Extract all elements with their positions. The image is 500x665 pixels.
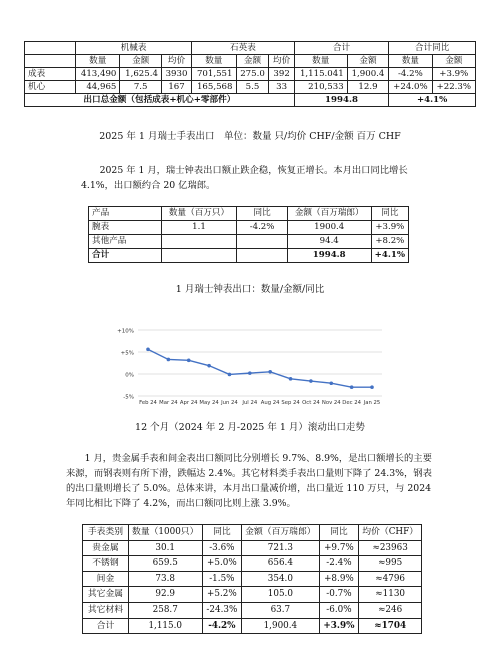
table-cell: 7.5 xyxy=(120,81,162,94)
table-cell: +22.3% xyxy=(432,81,475,94)
table-cell: +4.1% xyxy=(371,249,408,263)
table-cell: 656.4 xyxy=(242,556,319,572)
x-tick-label: May 24 xyxy=(199,400,219,406)
column-header: 数量（百万只） xyxy=(161,207,237,221)
x-tick-label: Jun 24 xyxy=(221,400,238,406)
x-tick-label: Nov 24 xyxy=(321,400,341,406)
table-cell: +3.9% xyxy=(432,68,475,81)
table-total-row xyxy=(25,94,476,107)
column-header: 均价（CHF） xyxy=(359,525,422,541)
table-row xyxy=(89,235,409,249)
column-header: 均价 xyxy=(269,55,294,68)
table-cell: 413,490 xyxy=(76,68,120,81)
column-group-header: 机械表 xyxy=(76,42,192,55)
table-cell: 165,568 xyxy=(192,81,236,94)
table-cell: 33 xyxy=(269,81,294,94)
row-label: 机心 xyxy=(25,81,76,94)
table-row xyxy=(83,571,422,587)
column-group-header: 石英表 xyxy=(192,42,295,55)
table-cell: 73.8 xyxy=(128,571,202,587)
column-header: 金额 xyxy=(236,55,269,68)
table-row xyxy=(25,81,476,94)
table-cell: 1,115.041 xyxy=(294,68,347,81)
data-point xyxy=(329,381,333,385)
table-cell: 105.0 xyxy=(242,587,319,603)
table-cell: +5.2% xyxy=(202,587,242,603)
table-cell: 不锈钢 xyxy=(83,556,129,572)
data-point xyxy=(370,385,374,389)
x-tick-label: Dec 24 xyxy=(342,400,361,406)
paragraph-analysis: 1 月，贵金属手表和间金表出口额同比分别增长 9.7%、8.9%，是出口额增长的主要来源，而钢表则有所下滑，跌幅达 2.4%。其它材料类手表出口量则下降了 24.3%，钢表的出口量则增长了 5.0%。总体来讲，本月出口量减价增，出口量近 110 万只，与 2024 年同比相比下降了 4.2%，而出口额同比则上涨 3.9%。 xyxy=(66,453,432,509)
table-cell: 1,900.4 xyxy=(242,618,319,634)
table-cell: -1.5% xyxy=(202,571,242,587)
table-cell: 1,625.4 xyxy=(120,68,162,81)
table-cell xyxy=(237,235,287,249)
summary-table xyxy=(88,206,409,263)
table-cell: 12.9 xyxy=(347,81,389,94)
table-cell: 721.3 xyxy=(242,540,319,556)
column-header: 金额 xyxy=(432,55,475,68)
row-label: 成表 xyxy=(25,68,76,81)
table-corner-cell xyxy=(25,55,76,68)
table-cell: 275.0 xyxy=(236,68,269,81)
table-cell: -6.0% xyxy=(319,602,359,618)
column-header: 数量 xyxy=(76,55,120,68)
total-label: 出口总金额（包括成表+机心+零部件） xyxy=(25,94,295,107)
table-cell: 间金 xyxy=(83,571,129,587)
column-header: 金额（百万瑞郎） xyxy=(287,207,371,221)
data-point xyxy=(350,385,354,389)
table-header-row xyxy=(25,42,476,55)
table-subheader-row xyxy=(25,55,476,68)
y-tick-label: -5% xyxy=(123,394,134,401)
column-header: 金额 xyxy=(120,55,162,68)
column-header: 同比 xyxy=(237,207,287,221)
table-cell: ≈995 xyxy=(359,556,422,572)
column-header: 金额 xyxy=(347,55,389,68)
table-cell: 合计 xyxy=(83,618,129,634)
table-cell: 3930 xyxy=(161,68,191,81)
data-point xyxy=(207,364,211,368)
table-cell: 258.7 xyxy=(128,602,202,618)
table-cell: 167 xyxy=(161,81,191,94)
table-row xyxy=(83,602,422,618)
table-cell: 1,900.4 xyxy=(347,68,389,81)
table-cell: +24.0% xyxy=(389,81,432,94)
table-cell xyxy=(161,249,237,263)
y-tick-label: +10% xyxy=(117,328,134,335)
data-point xyxy=(268,370,272,374)
data-point xyxy=(167,358,171,362)
table-cell: ≈1704 xyxy=(359,618,422,634)
table-cell: +3.9% xyxy=(371,221,408,235)
x-tick-label: Jan 25 xyxy=(363,400,381,406)
table-cell: 44,965 xyxy=(76,81,120,94)
table-cell: 94.4 xyxy=(287,235,371,249)
column-header: 同比 xyxy=(319,525,359,541)
table-cell: 392 xyxy=(269,68,294,81)
table-row xyxy=(83,556,422,572)
column-header: 数量 xyxy=(389,55,432,68)
column-header: 均价 xyxy=(161,55,191,68)
table-cell: -0.7% xyxy=(319,587,359,603)
table-cell: 5.5 xyxy=(236,81,269,94)
column-header: 数量 xyxy=(192,55,236,68)
table-cell: 354.0 xyxy=(242,571,319,587)
table-cell: 210,533 xyxy=(294,81,347,94)
column-header: 数量（1000只） xyxy=(128,525,202,541)
table-cell: +9.7% xyxy=(319,540,359,556)
series-line xyxy=(148,349,372,387)
caption-chart-title: 1 月瑞士钟表出口：数量/金额/同比 xyxy=(175,284,325,295)
table-cell: 合计 xyxy=(89,249,162,263)
x-tick-label: Sep 24 xyxy=(281,400,300,406)
export-table xyxy=(24,41,476,107)
column-header: 同比 xyxy=(202,525,242,541)
table-cell: -4.2% xyxy=(202,618,242,634)
table-cell: -4.2% xyxy=(389,68,432,81)
x-tick-label: Oct 24 xyxy=(302,400,320,406)
table-corner-cell xyxy=(25,42,76,55)
caption-chart: 12 个月（2024 年 2 月-2025 年 1 月）滚动出口走势 xyxy=(135,422,365,433)
table-cell: 其它材料 xyxy=(83,602,129,618)
table-cell: 腕表 xyxy=(89,221,162,235)
table-cell: ≈4796 xyxy=(359,571,422,587)
table-cell: -24.3% xyxy=(202,602,242,618)
data-point xyxy=(228,373,232,377)
table-cell: ≈246 xyxy=(359,602,422,618)
table-cell: 659.5 xyxy=(128,556,202,572)
table-cell: +3.9% xyxy=(319,618,359,634)
table-header-row xyxy=(83,525,422,541)
table-cell: +5.0% xyxy=(202,556,242,572)
column-header: 金额（百万瑞郎） xyxy=(242,525,319,541)
column-group-header: 合计 xyxy=(294,42,389,55)
y-tick-label: 0% xyxy=(125,372,134,379)
table-cell: ≈1130 xyxy=(359,587,422,603)
table-cell: 1.1 xyxy=(161,221,237,235)
table-cell: +8.2% xyxy=(371,235,408,249)
table-cell: 贵金属 xyxy=(83,540,129,556)
table-cell: -3.6% xyxy=(202,540,242,556)
data-point xyxy=(187,359,191,363)
table-total-row xyxy=(83,618,422,634)
y-tick-label: +5% xyxy=(120,350,134,357)
column-header: 同比 xyxy=(371,207,408,221)
x-tick-label: Aug 24 xyxy=(260,400,280,406)
table-cell: -4.2% xyxy=(237,221,287,235)
data-point xyxy=(289,377,293,381)
table-cell: 其他产品 xyxy=(89,235,162,249)
table-cell: 30.1 xyxy=(128,540,202,556)
data-point xyxy=(309,379,313,383)
table-cell: 92.9 xyxy=(128,587,202,603)
table-row xyxy=(83,540,422,556)
table-total-row xyxy=(89,249,409,263)
x-tick-label: Jul 24 xyxy=(242,400,258,406)
x-tick-label: Apr 24 xyxy=(179,400,198,406)
table-row xyxy=(25,68,476,81)
column-header: 手表类别 xyxy=(83,525,129,541)
table-cell: 1900.4 xyxy=(287,221,371,235)
table-cell: 1994.8 xyxy=(287,249,371,263)
table-cell: 63.7 xyxy=(242,602,319,618)
table-cell: 1,115.0 xyxy=(128,618,202,634)
table-cell: +8.9% xyxy=(319,571,359,587)
export-trend-chart xyxy=(110,320,395,408)
table-cell: 其它金属 xyxy=(83,587,129,603)
table-cell xyxy=(237,249,287,263)
x-tick-label: Mar 24 xyxy=(159,400,178,406)
column-group-header: 合计同比 xyxy=(389,42,476,55)
table-header-row xyxy=(89,207,409,221)
x-tick-label: Feb 24 xyxy=(139,400,157,406)
table-row xyxy=(83,587,422,603)
data-point xyxy=(248,371,252,375)
table-cell xyxy=(161,235,237,249)
table-cell: 701,551 xyxy=(192,68,236,81)
table-row xyxy=(89,221,409,235)
caption-export-table: 2025 年 1 月瑞士手表出口 单位：数量 只/均价 CHF/金额 百万 CHF xyxy=(99,131,401,142)
column-header: 数量 xyxy=(294,55,347,68)
paragraph-summary: 2025 年 1 月，瑞士钟表出口额止跌企稳，恢复正增长。本月出口同比增长 4.1%，出口额约合 20 亿瑞郎。 xyxy=(81,165,408,191)
column-header: 产品 xyxy=(89,207,162,221)
material-table xyxy=(82,524,422,634)
total-change: +4.1% xyxy=(389,94,476,107)
total-value: 1994.8 xyxy=(294,94,389,107)
table-cell: ≈23963 xyxy=(359,540,422,556)
table-cell: -2.4% xyxy=(319,556,359,572)
data-point xyxy=(146,348,150,352)
